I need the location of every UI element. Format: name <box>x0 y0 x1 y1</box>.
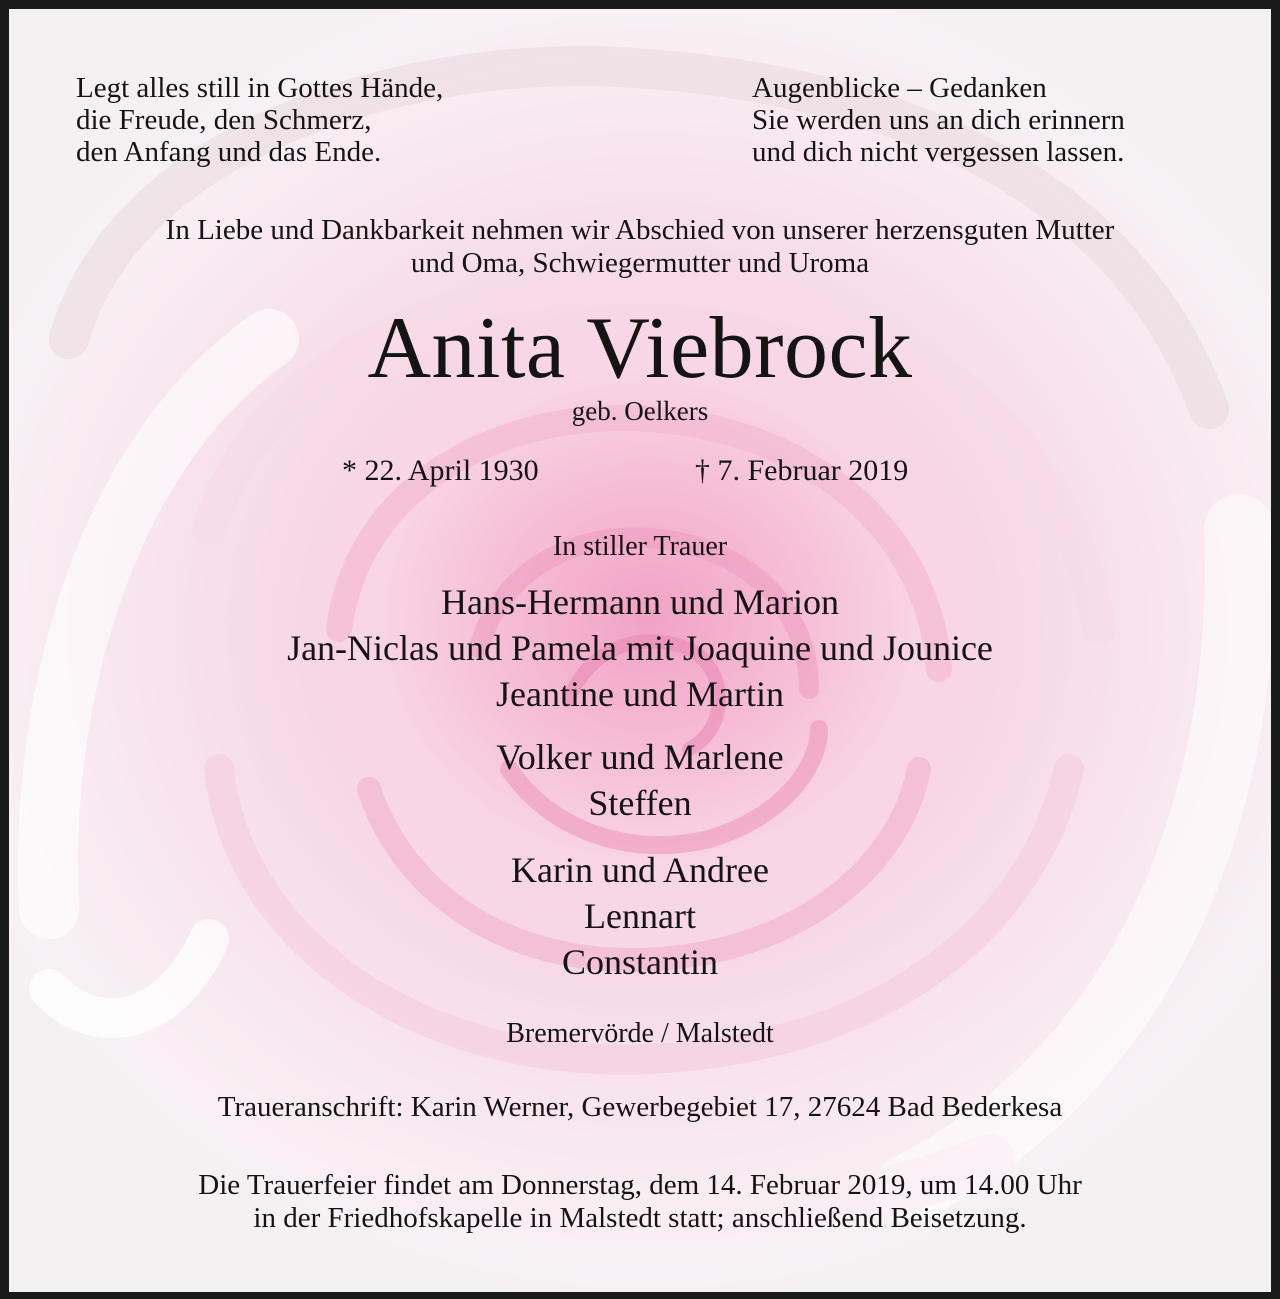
poem-right-line: und dich nicht vergessen lassen. <box>752 136 1125 168</box>
death-date: † 7. Februar 2019 <box>695 454 909 487</box>
family-member-line: Hans-Hermann und Marion <box>441 582 839 622</box>
poem-left-line: den Anfang und das Ende. <box>76 136 382 168</box>
family-member-line: Steffen <box>588 783 692 823</box>
service-line: Die Trauerfeier findet am Donnerstag, dem 14. Februar 2019, um 14.00 Uhr <box>198 1169 1082 1201</box>
poem-right <box>752 72 1125 168</box>
family-group-1 <box>9 579 1271 717</box>
family-member-line: Constantin <box>561 942 718 982</box>
family-group-2 <box>9 734 1271 826</box>
intro-line: In Liebe und Dankbarkeit nehmen wir Abschied von unserer herzensguten Mutter <box>165 214 1115 246</box>
poem-left-line: Legt alles still in Gottes Hände, <box>76 72 444 104</box>
poem-left-line: die Freude, den Schmerz, <box>76 104 372 136</box>
family-member-line: Volker und Marlene <box>496 737 784 777</box>
poem-right-line: Sie werden uns an dich erinnern <box>752 104 1125 136</box>
notice-text <box>9 9 1271 1292</box>
family-member-line: Jan-Niclas und Pamela mit Joaquine und Jounice <box>287 628 993 668</box>
deceased-name: Anita Viebrock <box>367 300 913 397</box>
mourning-address: Traueranschrift: Karin Werner, Gewerbegebiet 17, 27624 Bad Bederkesa <box>217 1091 1063 1123</box>
family-member-line: Karin und Andree <box>511 850 769 890</box>
family-member-line: Lennart <box>584 896 696 936</box>
poem-left <box>76 72 443 168</box>
funeral-service-info <box>9 1169 1271 1235</box>
family-member-line: Jeantine und Martin <box>496 674 784 714</box>
birth-name: geb. Oelkers <box>571 396 709 426</box>
birth-date: * 22. April 1930 <box>342 454 539 487</box>
service-line: in der Friedhofskapelle in Malstedt statt; anschließend Beisetzung. <box>253 1202 1027 1234</box>
intro-line: und Oma, Schwiegermutter und Uroma <box>410 247 870 279</box>
intro-text <box>9 214 1271 280</box>
family-group-3 <box>9 847 1271 985</box>
place-names: Bremervörde / Malstedt <box>506 1018 774 1049</box>
mourning-heading: In stiller Trauer <box>552 531 728 562</box>
poem-right-line: Augenblicke – Gedanken <box>752 72 1047 104</box>
